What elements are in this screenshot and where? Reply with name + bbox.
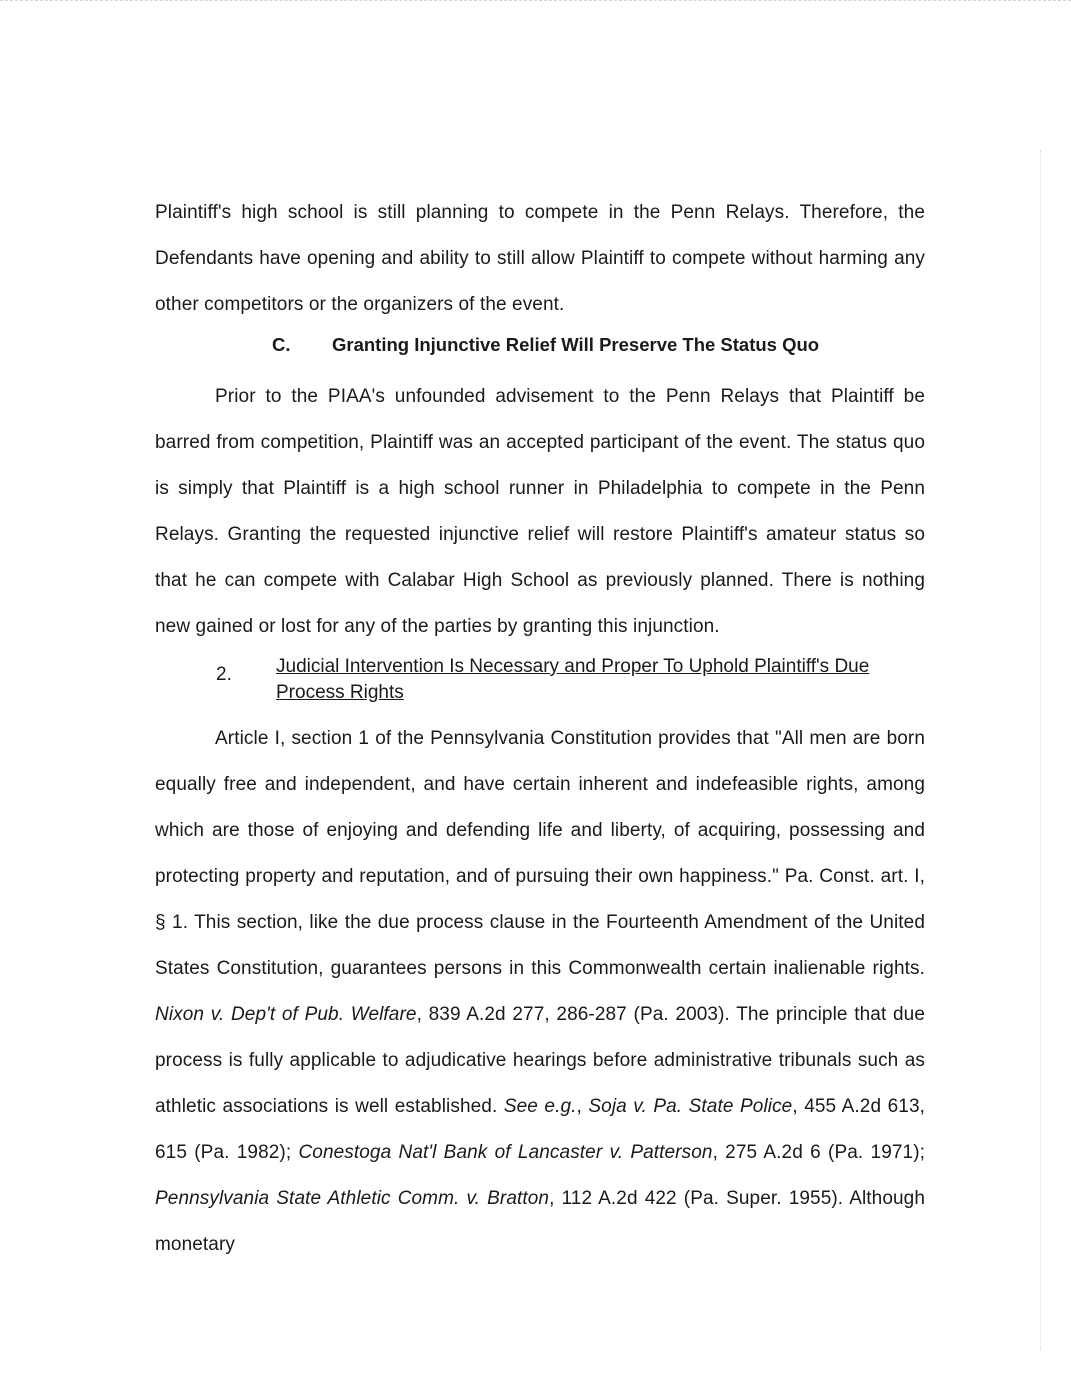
paragraph-2-text: Prior to the PIAA's unfounded advisement to the Penn Relays that Plaintiff be barred from competition, Plaintiff was an accepted participant of the event. The status quo is simply that Plaintiff is a high school runner in Philadelphia to compete in the Penn Relays. Granting the requested injunctive relief will restore Plaintiff's amateur status so that he can compete with Calabar High School as previously planned. There is nothing new gained or lost for any of the parties by granting this injunction.	[155, 386, 925, 637]
paragraph-3-part-3: ,	[576, 1096, 589, 1117]
case-citation-bratton: Pennsylvania State Athletic Comm. v. Bratton	[155, 1188, 550, 1209]
section-title-line-2: Process Rights	[276, 682, 404, 703]
paragraph-due-process	[155, 716, 925, 1268]
paragraph-1-text: Plaintiff's high school is still planning to compete in the Penn Relays. Therefore, the Defendants have opening and ability to still allow Plaintiff to compete without harming any other competitors or the organizers of the event.	[155, 202, 925, 315]
section-letter: C.	[272, 334, 291, 355]
paragraph-3-text	[155, 716, 925, 1268]
paragraph-3-part-1: Article I, section 1 of the Pennsylvania Constitution provides that "All men are born equally free and independent, and have certain inherent and indefeasible rights, among which are those of enjoying and defending life and liberty, of acquiring, possessing and protecting property and reputation, and of pursuing their own happiness." Pa. Const. art. I, § 1. This section, like the due process clause in the Fourteenth Amendment of the United States Constitution, guarantees persons in this Commonwealth certain inalienable rights.	[155, 728, 925, 979]
case-citation-conestoga: Conestoga Nat'l Bank of Lancaster v. Patterson	[298, 1142, 713, 1163]
case-citation-soja: Soja v. Pa. State Police	[588, 1096, 793, 1117]
paragraph-3-part-5: , 275 A.2d 6 (Pa. 1971);	[712, 1142, 925, 1163]
paragraph-status-quo	[155, 374, 925, 650]
section-title: Granting Injunctive Relief Will Preserve The Status Quo	[332, 334, 820, 355]
section-title-underlined	[276, 654, 869, 706]
section-title-line-1: Judicial Intervention Is Necessary and Proper To Uphold Plaintiff's Due	[276, 656, 870, 677]
paragraph-continuation	[155, 190, 925, 328]
paragraph-3-part-4: , 455 A.2d 613, 615 (Pa. 1982);	[155, 1096, 926, 1163]
paragraph-3-part-6: , 112 A.2d 422 (Pa. Super. 1955). Although monetary	[155, 1188, 926, 1255]
citation-signal: See e.g.	[503, 1096, 577, 1117]
section-heading-c	[272, 334, 819, 356]
case-citation-nixon: Nixon v. Dep't of Pub. Welfare	[155, 1004, 417, 1025]
scan-edge-artifact	[0, 0, 1071, 5]
paragraph-3-part-2: , 839 A.2d 277, 286-287 (Pa. 2003). The principle that due process is fully applicable to adjudicative hearings before administrative tribunals such as athletic associations is well established.	[155, 1004, 925, 1117]
section-number: 2.	[216, 664, 232, 685]
scan-margin-artifact	[1040, 150, 1043, 1350]
